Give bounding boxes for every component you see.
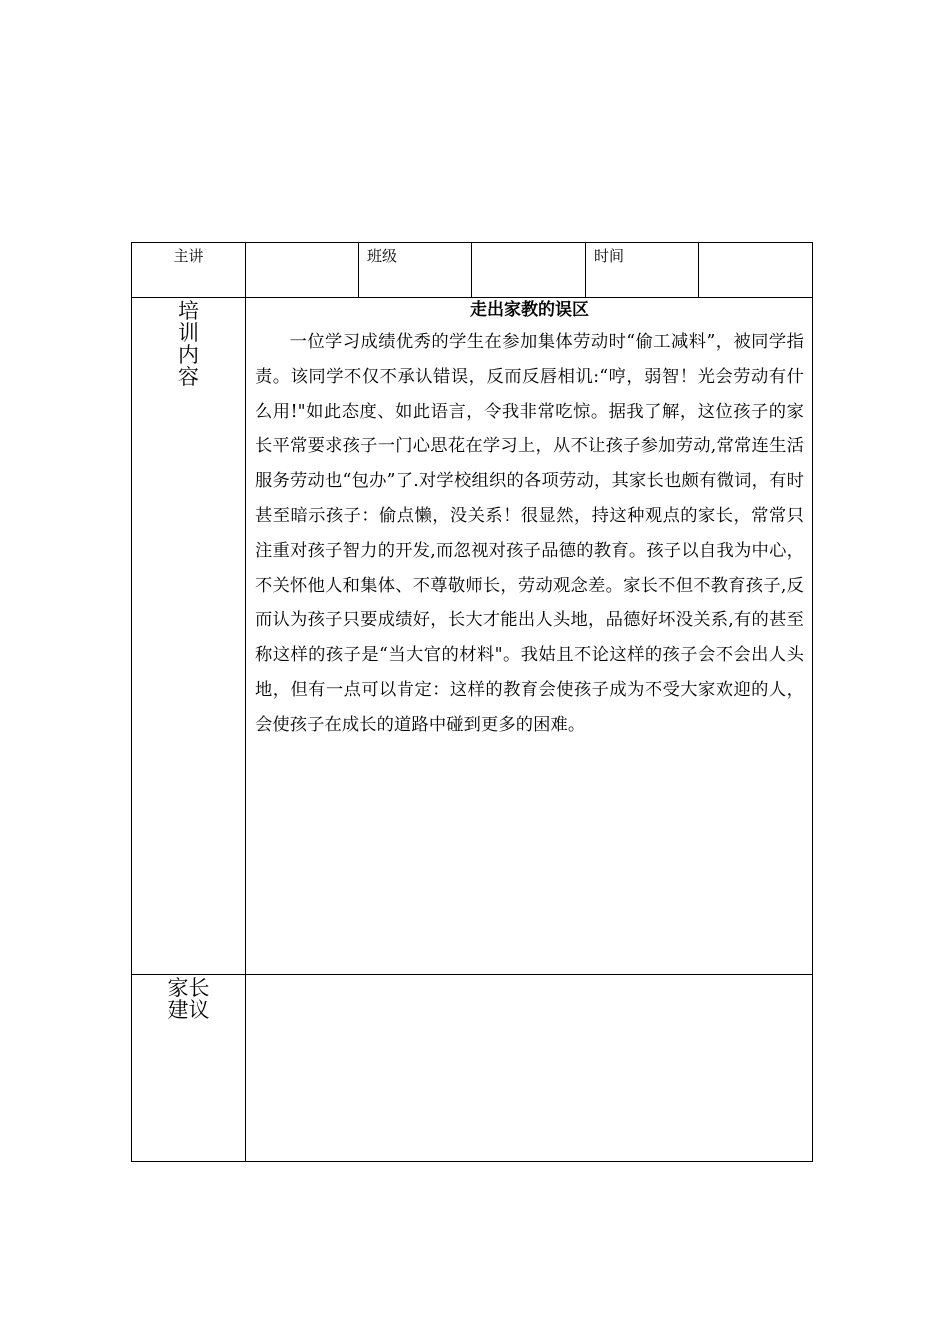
advice-label [132, 975, 245, 1021]
advice-label-cell [132, 975, 246, 1162]
training-content-cell [246, 298, 813, 975]
speaker-value-cell[interactable] [246, 243, 359, 298]
speaker-label: 主讲 [173, 247, 204, 265]
parent-advice-row [132, 975, 813, 1162]
class-label: 班级 [367, 247, 398, 265]
time-label: 时间 [594, 247, 625, 265]
article-body: 一位学习成绩优秀的学生在参加集体劳动时“偷工减料”，被同学指责。该同学不仅不承认错误，反而反唇相讥:“哼，弱智！光会劳动有什么用!"如此态度、如此语言，令我非常吃惊。据我了解，这位孩子的家长平常要求孩子一门心思花在学习上，从不让孩子参加劳动,常常连生活服务劳动也“包办”了.对学校组织的各项劳动，其家长也颇有微词，有时甚至暗示孩子：偷点懒，没关系！很显然，持这种观点的家长，常常只注重对孩子智力的开发,而忽视对孩子品德的教育。孩子以自我为中心，不关怀他人和集体、不尊敬师长，劳动观念差。家长不但不教育孩子,反而认为孩子只要成绩好，长大才能出人头地，品德好坏没关系,有的甚至称这样的孩子是“当大官的材料"。我姑且不论这样的孩子会不会出人头地，但有一点可以肯定：这样的教育会使孩子成为不受大家欢迎的人，会使孩子在成长的道路中碰到更多的困难。 [255, 332, 804, 735]
form-table [131, 242, 813, 1162]
training-label [132, 298, 245, 388]
training-label-cell [132, 298, 246, 975]
advice-label-line: 建议 [167, 998, 210, 1022]
class-label-cell [359, 243, 472, 298]
speaker-value [246, 243, 358, 245]
advice-label-line: 家长 [167, 976, 210, 1000]
time-label-cell [586, 243, 699, 298]
header-row [132, 243, 813, 298]
training-label-char: 容 [178, 365, 199, 389]
training-record-form [131, 242, 812, 1161]
class-value-cell[interactable] [472, 243, 586, 298]
advice-value-cell[interactable] [246, 975, 813, 1162]
speaker-label-cell [132, 243, 246, 298]
training-content-row [132, 298, 813, 975]
training-label-char: 培 [178, 299, 199, 323]
article-title: 走出家教的误区 [470, 300, 589, 320]
training-label-char: 训 [178, 321, 199, 345]
time-value-cell[interactable] [699, 243, 813, 298]
time-value [699, 243, 812, 245]
training-label-char: 内 [178, 343, 199, 367]
class-value [472, 243, 585, 245]
